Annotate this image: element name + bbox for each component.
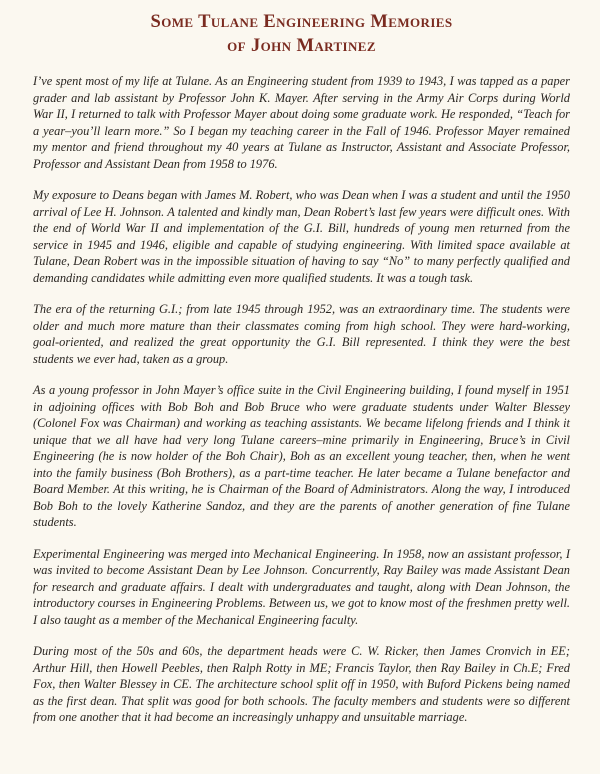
- paragraph-3: The era of the returning G.I.; from late 1945 through 1952, was an extraordinary time. The students were older and much more mature than their classmates coming from high school. They were hard-working, goal-oriented, and realized the great opportunity the G.I. Bill represented. I think they were the best students we ever had, taken as a group.: [33, 302, 570, 366]
- paragraph-5: Experimental Engineering was merged into Mechanical Engineering. In 1958, now an assistant professor, I was invited to become Assistant Dean by Lee Johnson. Concurrently, Ray Bailey was made Assistant Dean for research and graduate affairs. I dealt with undergraduates and taught, along with Dean Johnson, the introductory courses in Engineering Problems. Between us, we got to know most of the freshmen pretty well. I also taught as a member of the Mechanical Engineering faculty.: [33, 546, 570, 627]
- article-body: [33, 73, 570, 726]
- title-line-1: Some Tulane Engineering Memories: [150, 12, 453, 32]
- title-line-2: of John Martinez: [227, 36, 376, 56]
- paragraph-1: I’ve spent most of my life at Tulane. As an Engineering student from 1939 to 1943, I was tapped as a paper grader and lab assistant by Professor John K. Mayer. After serving in the Army Air Corps during World War II, I returned to talk with Professor Mayer about doing some graduate work. He responded, “Teach for a year–you’ll learn more.” So I began my teaching career in the Fall of 1946. Professor Mayer remained my mentor and friend throughout my 40 years at Tulane as Instructor, Assistant and Associate Professor, Professor and Assistant Dean from 1958 to 1976.: [33, 74, 570, 171]
- paragraph-4: As a young professor in John Mayer’s office suite in the Civil Engineering building, I found myself in 1951 in adjoining offices with Bob Boh and Bob Bruce who were graduate students under Walter Blessey (Colonel Fox was Chairman) and working as teaching assistants. We became lifelong friends and I think it unique that we all have had very long Tulane careers–mine primarily in Engineering, Bruce’s in Civil Engineering (he is now holder of the Boh Chair), Boh as an excellent young teacher, then, when he went into the family business (Boh Brothers), as a part-time teacher. He later became a Tulane benefactor and Board Member. At this writing, he is Chairman of the Board of Administrators. Along the way, I introduced Bob Boh to the lovely Katherine Sandoz, and they are the parents of another generation of fine Tulane students.: [33, 383, 570, 529]
- page-title: [33, 10, 570, 58]
- paragraph-2: My exposure to Deans began with James M. Robert, who was Dean when I was a student and until the 1950 arrival of Lee H. Johnson. A talented and kindly man, Dean Robert’s last few years were difficult ones. With the end of World War II and implementation of the G.I. Bill, hundreds of young men returned from the service in 1945 and 1946, eligible and capable of studying engineering. With limited space available at Tulane, Dean Robert was in the impossible situation of having to say “No” to many perfectly qualified and demanding candidates while admitting even more qualified students. It was a tough task.: [33, 188, 570, 285]
- paragraph-6: During most of the 50s and 60s, the department heads were C. W. Ricker, then James Cronvich in EE; Arthur Hill, then Howell Peebles, then Ralph Rotty in ME; Francis Taylor, then Ray Bailey in Ch.E; Fred Fox, then Walter Blessey in CE. The architecture school split off in 1950, with Buford Pickens being named as the first dean. That split was good for both schools. The faculty members and students were so different from one another that it had become an increasingly unhappy and unsuitable marriage.: [33, 644, 570, 724]
